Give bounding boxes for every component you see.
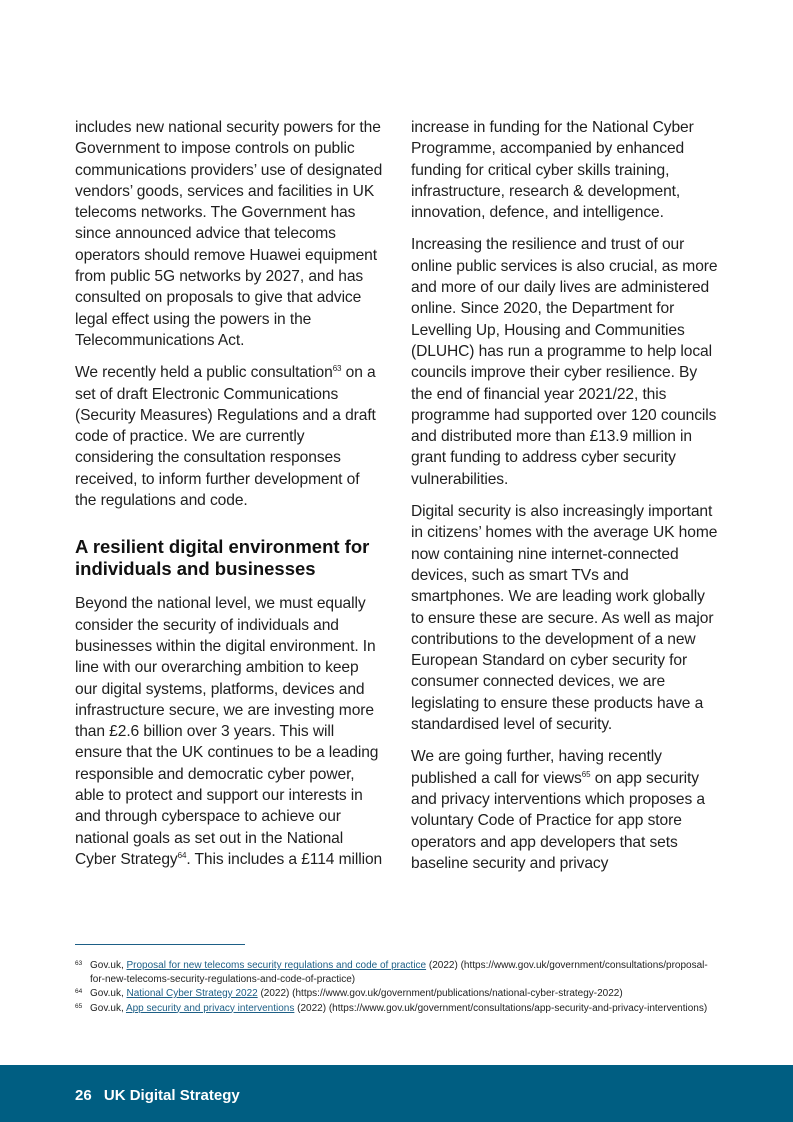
footer bbox=[75, 1087, 240, 1105]
page-number: 26 bbox=[75, 1087, 92, 1104]
document-title: UK Digital Strategy bbox=[103, 1087, 240, 1104]
footnote-64 bbox=[75, 987, 720, 1001]
footnote-link[interactable]: National Cyber Strategy 2022 bbox=[126, 988, 258, 999]
paragraph-text: on a set of draft Electronic Communications (Security Measures) Regulations and a draft code of practice. We are currently considering the consultation responses received, to inform further development of the regulations and code. bbox=[75, 364, 376, 510]
body-paragraph: Increasing the resilience and trust of our online public services is also crucial, as more and more of our daily lives are administered online. Since 2020, the Department for Levelling Up, Housing and Communities (DLUHC) has run a programme to help local councils improve their cyber resilience. By the end of financial year 2021/22, this programme had supported over 120 councils and distributed more than £13.9 million in grant funding to address cyber security vulnerabilities. bbox=[411, 236, 718, 488]
body-paragraph: includes new national security powers for the Government to impose controls on public communications providers’ use of designated vendors’ goods, services and facilities in UK telecoms networks. The Government has since announced advice that telecoms operators should remove Huawei equipment from public 5G networks by 2027, and has consulted on proposals to give that advice legal effect using the powers in the Telecommunications Act. bbox=[75, 119, 383, 349]
footnote-suffix: (2022) (https://www.gov.uk/government/consultations/proposal-for-new-telecoms-security-regulations-and-code-of-practice) bbox=[90, 960, 708, 985]
footnote-prefix: Gov.uk, bbox=[90, 960, 127, 971]
footnote-number: 64 bbox=[75, 988, 83, 995]
footnote-link[interactable]: App security and privacy interventions bbox=[125, 1002, 295, 1014]
right-column bbox=[411, 117, 721, 885]
footnote-ref-64[interactable]: 64 bbox=[177, 850, 187, 860]
footnote-63 bbox=[75, 959, 720, 986]
paragraph-text: We recently held a public consultation bbox=[75, 364, 333, 382]
paragraph-text: Beyond the national level, we must equally consider the security of individuals and businesses within the digital environment. In line with our overarching ambition to keep our digital systems, platforms, devices and infrastructure secure, we are investing more than £2.6 billion over 3 years. This will ensure that the UK continues to be a leading responsible and democratic cyber power, able to protect and support our interests in and through cyberspace to achieve our national goals as set out in the National Cyber Strategy bbox=[75, 595, 379, 868]
footnote-number: 65 bbox=[75, 1002, 83, 1010]
footnote-prefix: Gov.uk, bbox=[90, 988, 127, 999]
footnote-link[interactable]: Proposal for new telecoms security regulations and code of practice bbox=[126, 960, 427, 971]
body-paragraph: increase in funding for the National Cyber Programme, accompanied by enhanced funding for critical cyber skills training, infrastructure, research & development, innovation, defence, and intelligence. bbox=[411, 119, 694, 222]
paragraph-text: We are going further, having recently published a call for views bbox=[411, 748, 662, 787]
body-paragraph bbox=[411, 746, 721, 874]
footnote-number: 63 bbox=[75, 960, 83, 967]
paragraph-text: on app security and privacy interventions which proposes a voluntary Code of Practice for app store operators and app developers that sets baseline security and privacy bbox=[411, 769, 705, 872]
body-paragraph: Digital security is also increasingly important in citizens’ homes with the average UK home now containing nine internet-connected devices, such as smart TVs and smartphones. We are leading work globally to ensure these are secure. As well as major contributions to the development of a new European Standard on cyber security for consumer connected devices, we are legislating to ensure these products have a standardised level of security. bbox=[411, 503, 718, 734]
left-column bbox=[75, 117, 385, 881]
footnote-ref-63[interactable]: 63 bbox=[332, 364, 342, 374]
body-paragraph bbox=[75, 593, 385, 870]
paragraph-text: . This includes a £114 million bbox=[186, 850, 383, 868]
footnote-divider bbox=[75, 944, 245, 945]
footnote-ref-65[interactable]: 65 bbox=[581, 769, 591, 779]
footnote-suffix: (2022) (https://www.gov.uk/government/consultations/app-security-and-privacy-interventions) bbox=[294, 1002, 708, 1014]
footnote-prefix: Gov.uk, bbox=[90, 1002, 126, 1014]
body-paragraph bbox=[75, 362, 385, 511]
section-heading: A resilient digital environment for individuals and businesses bbox=[75, 536, 370, 580]
footnotes bbox=[75, 959, 720, 1016]
footnote-65 bbox=[75, 1002, 720, 1016]
footnote-suffix: (2022) (https://www.gov.uk/government/publications/national-cyber-strategy-2022) bbox=[257, 988, 623, 999]
